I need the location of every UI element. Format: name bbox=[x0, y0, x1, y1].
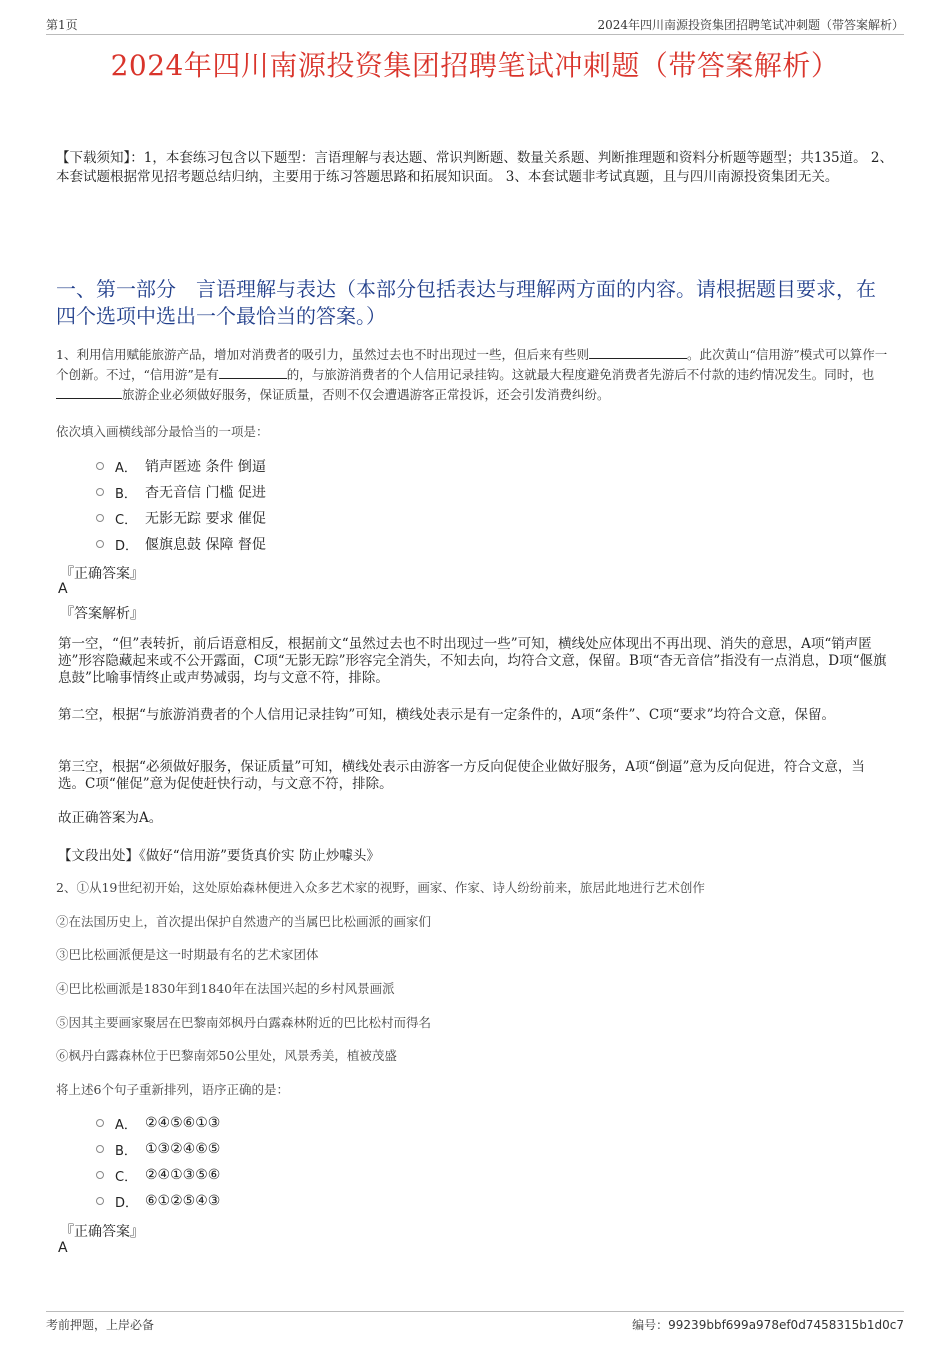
q1-source: 【文段出处】《做好“信用游”要货真价实 防止炒噱头》 bbox=[58, 848, 380, 864]
radio-icon[interactable] bbox=[96, 462, 104, 470]
q2-sentence-1: 2、①从19世纪初开始，这处原始森林便进入众多艺术家的视野，画家、作家、诗人纷纷前来，旅居此地进行艺术创作 bbox=[56, 880, 705, 895]
q2-sentence-3: ③巴比松画派便是这一时期最有名的艺术家团体 bbox=[56, 947, 319, 962]
q2-sentence-6: ⑥枫丹白露森林位于巴黎南郊50公里处，风景秀美，植被茂盛 bbox=[56, 1048, 397, 1063]
q2-sentence-5: ⑤因其主要画家聚居在巴黎南郊枫丹白露森林附近的巴比松村而得名 bbox=[56, 1015, 432, 1030]
radio-icon[interactable] bbox=[96, 1145, 104, 1153]
q2-option-d[interactable]: D． ⑥①②⑤④③ bbox=[96, 1188, 220, 1214]
q1-option-c[interactable]: C． 无影无踪 要求 催促 bbox=[96, 505, 266, 531]
q1-analysis-label: 『答案解析』 bbox=[60, 606, 144, 622]
footer-code: 编号：99239bbf699a978ef0d7458315b1d0c7 bbox=[632, 1318, 904, 1332]
q2-option-a[interactable]: A． ②④⑤⑥①③ bbox=[96, 1110, 220, 1136]
fill-blank-3 bbox=[56, 385, 122, 399]
q1-analysis-2: 第二空，根据“与旅游消费者的个人信用记录挂钩”可知，横线处表示是有一定条件的，A项“条件”、C项“要求”均符合文意，保留。 bbox=[58, 707, 835, 723]
q1-option-a[interactable]: A． 销声匿迹 条件 倒逼 bbox=[96, 453, 266, 479]
page-title: 2024年四川南源投资集团招聘笔试冲刺题（带答案解析） bbox=[110, 49, 840, 82]
q2-answer-label: 『正确答案』 bbox=[60, 1224, 144, 1240]
q1-prompt: 依次填入画横线部分最恰当的一项是： bbox=[56, 424, 269, 439]
q1-answer-label: 『正确答案』 bbox=[60, 566, 144, 582]
header-doc-title: 2024年四川南源投资集团招聘笔试冲刺题（带答案解析） bbox=[597, 18, 904, 32]
radio-icon[interactable] bbox=[96, 1171, 104, 1179]
radio-icon[interactable] bbox=[96, 514, 104, 522]
q1-analysis-1: 第一空，“但”表转折，前后语意相反，根据前文“虽然过去也不时出现过一些”可知，横线处应体现出不再出现、消失的意思，A项“销声匿迹”形容隐藏起来或不公开露面，C项“无影无踪”形容完全消失，不知去向，均符合文意，保留。B项“杳无音信”指没有一点消息，D项“偃旗息鼓”比喻事情终止或声势减弱，均与文意不符，排除。 bbox=[58, 636, 887, 686]
q1-text-part-b: 。此次黄山“信用游”模式可以算作一个创新。不过，“信用游”是有 bbox=[56, 347, 888, 382]
q1-analysis-3: 第三空，根据“必须做好服务，保证质量”可知，横线处表示由游客一方反向促使企业做好服务，A项“倒逼”意为反向促进，符合文意，当选。C项“催促”意为促使赶快行动，与文意不符，排除。 bbox=[58, 759, 865, 792]
q1-option-b[interactable]: B． 杳无音信 门槛 促进 bbox=[96, 479, 266, 505]
page-footer bbox=[46, 1311, 904, 1333]
q1-option-d[interactable]: D． 偃旗息鼓 保障 督促 bbox=[96, 531, 266, 557]
radio-icon[interactable] bbox=[96, 540, 104, 548]
footer-slogan: 考前押题，上岸必备 bbox=[46, 1318, 155, 1332]
q1-text-part-a: 1、利用信用赋能旅游产品，增加对消费者的吸引力，虽然过去也不时出现过一些，但后来有些则 bbox=[56, 347, 589, 362]
q2-options bbox=[96, 1110, 220, 1214]
q1-analysis-4: 故正确答案为A。 bbox=[58, 810, 163, 826]
radio-icon[interactable] bbox=[96, 488, 104, 496]
page-header bbox=[46, 16, 904, 35]
q1-text-part-d: 旅游企业必须做好服务，保证质量，否则不仅会遭遇游客正常投诉，还会引发消费纠纷。 bbox=[122, 387, 610, 402]
q1-text-part-c: 的，与旅游消费者的个人信用记录挂钩。这就最大程度避免消费者先游后不付款的违约情况发生。同时，也 bbox=[286, 367, 875, 382]
q1-answer: A bbox=[58, 581, 68, 597]
radio-icon[interactable] bbox=[96, 1197, 104, 1205]
q2-prompt: 将上述6个句子重新排列，语序正确的是： bbox=[56, 1082, 289, 1097]
fill-blank-1 bbox=[589, 345, 687, 359]
page-number: 第1页 bbox=[46, 18, 78, 32]
radio-icon[interactable] bbox=[96, 1119, 104, 1127]
q1-options bbox=[96, 453, 266, 557]
q2-sentence-4: ④巴比松画派是1830年到1840年在法国兴起的乡村风景画派 bbox=[56, 981, 395, 996]
fill-blank-2 bbox=[219, 365, 287, 379]
q2-answer: A bbox=[58, 1240, 68, 1256]
download-notice: 【下载须知】：1，本套练习包含以下题型：言语理解与表达题、常识判断题、数量关系题、判断推理题和资料分析题等题型；共135道。 2、本套试题根据常见招考题总结归纳，主要用于练习答题思路和拓展知识面。 3、本套试题非考试真题，且与四川南源投资集团无关。 bbox=[56, 150, 893, 185]
q2-option-b[interactable]: B． ①③②④⑥⑤ bbox=[96, 1136, 220, 1162]
q2-sentence-2: ②在法国历史上，首次提出保护自然遗产的当属巴比松画派的画家们 bbox=[56, 914, 432, 929]
q2-option-c[interactable]: C． ②④①③⑤⑥ bbox=[96, 1162, 220, 1188]
section-heading: 一、第一部分 言语理解与表达（本部分包括表达与理解两方面的内容。请根据题目要求，在四个选项中选出一个最恰当的答案。） bbox=[56, 277, 876, 328]
question-1-text bbox=[56, 345, 894, 405]
document-id: 99239bbf699a978ef0d7458315b1d0c7 bbox=[668, 1318, 904, 1332]
